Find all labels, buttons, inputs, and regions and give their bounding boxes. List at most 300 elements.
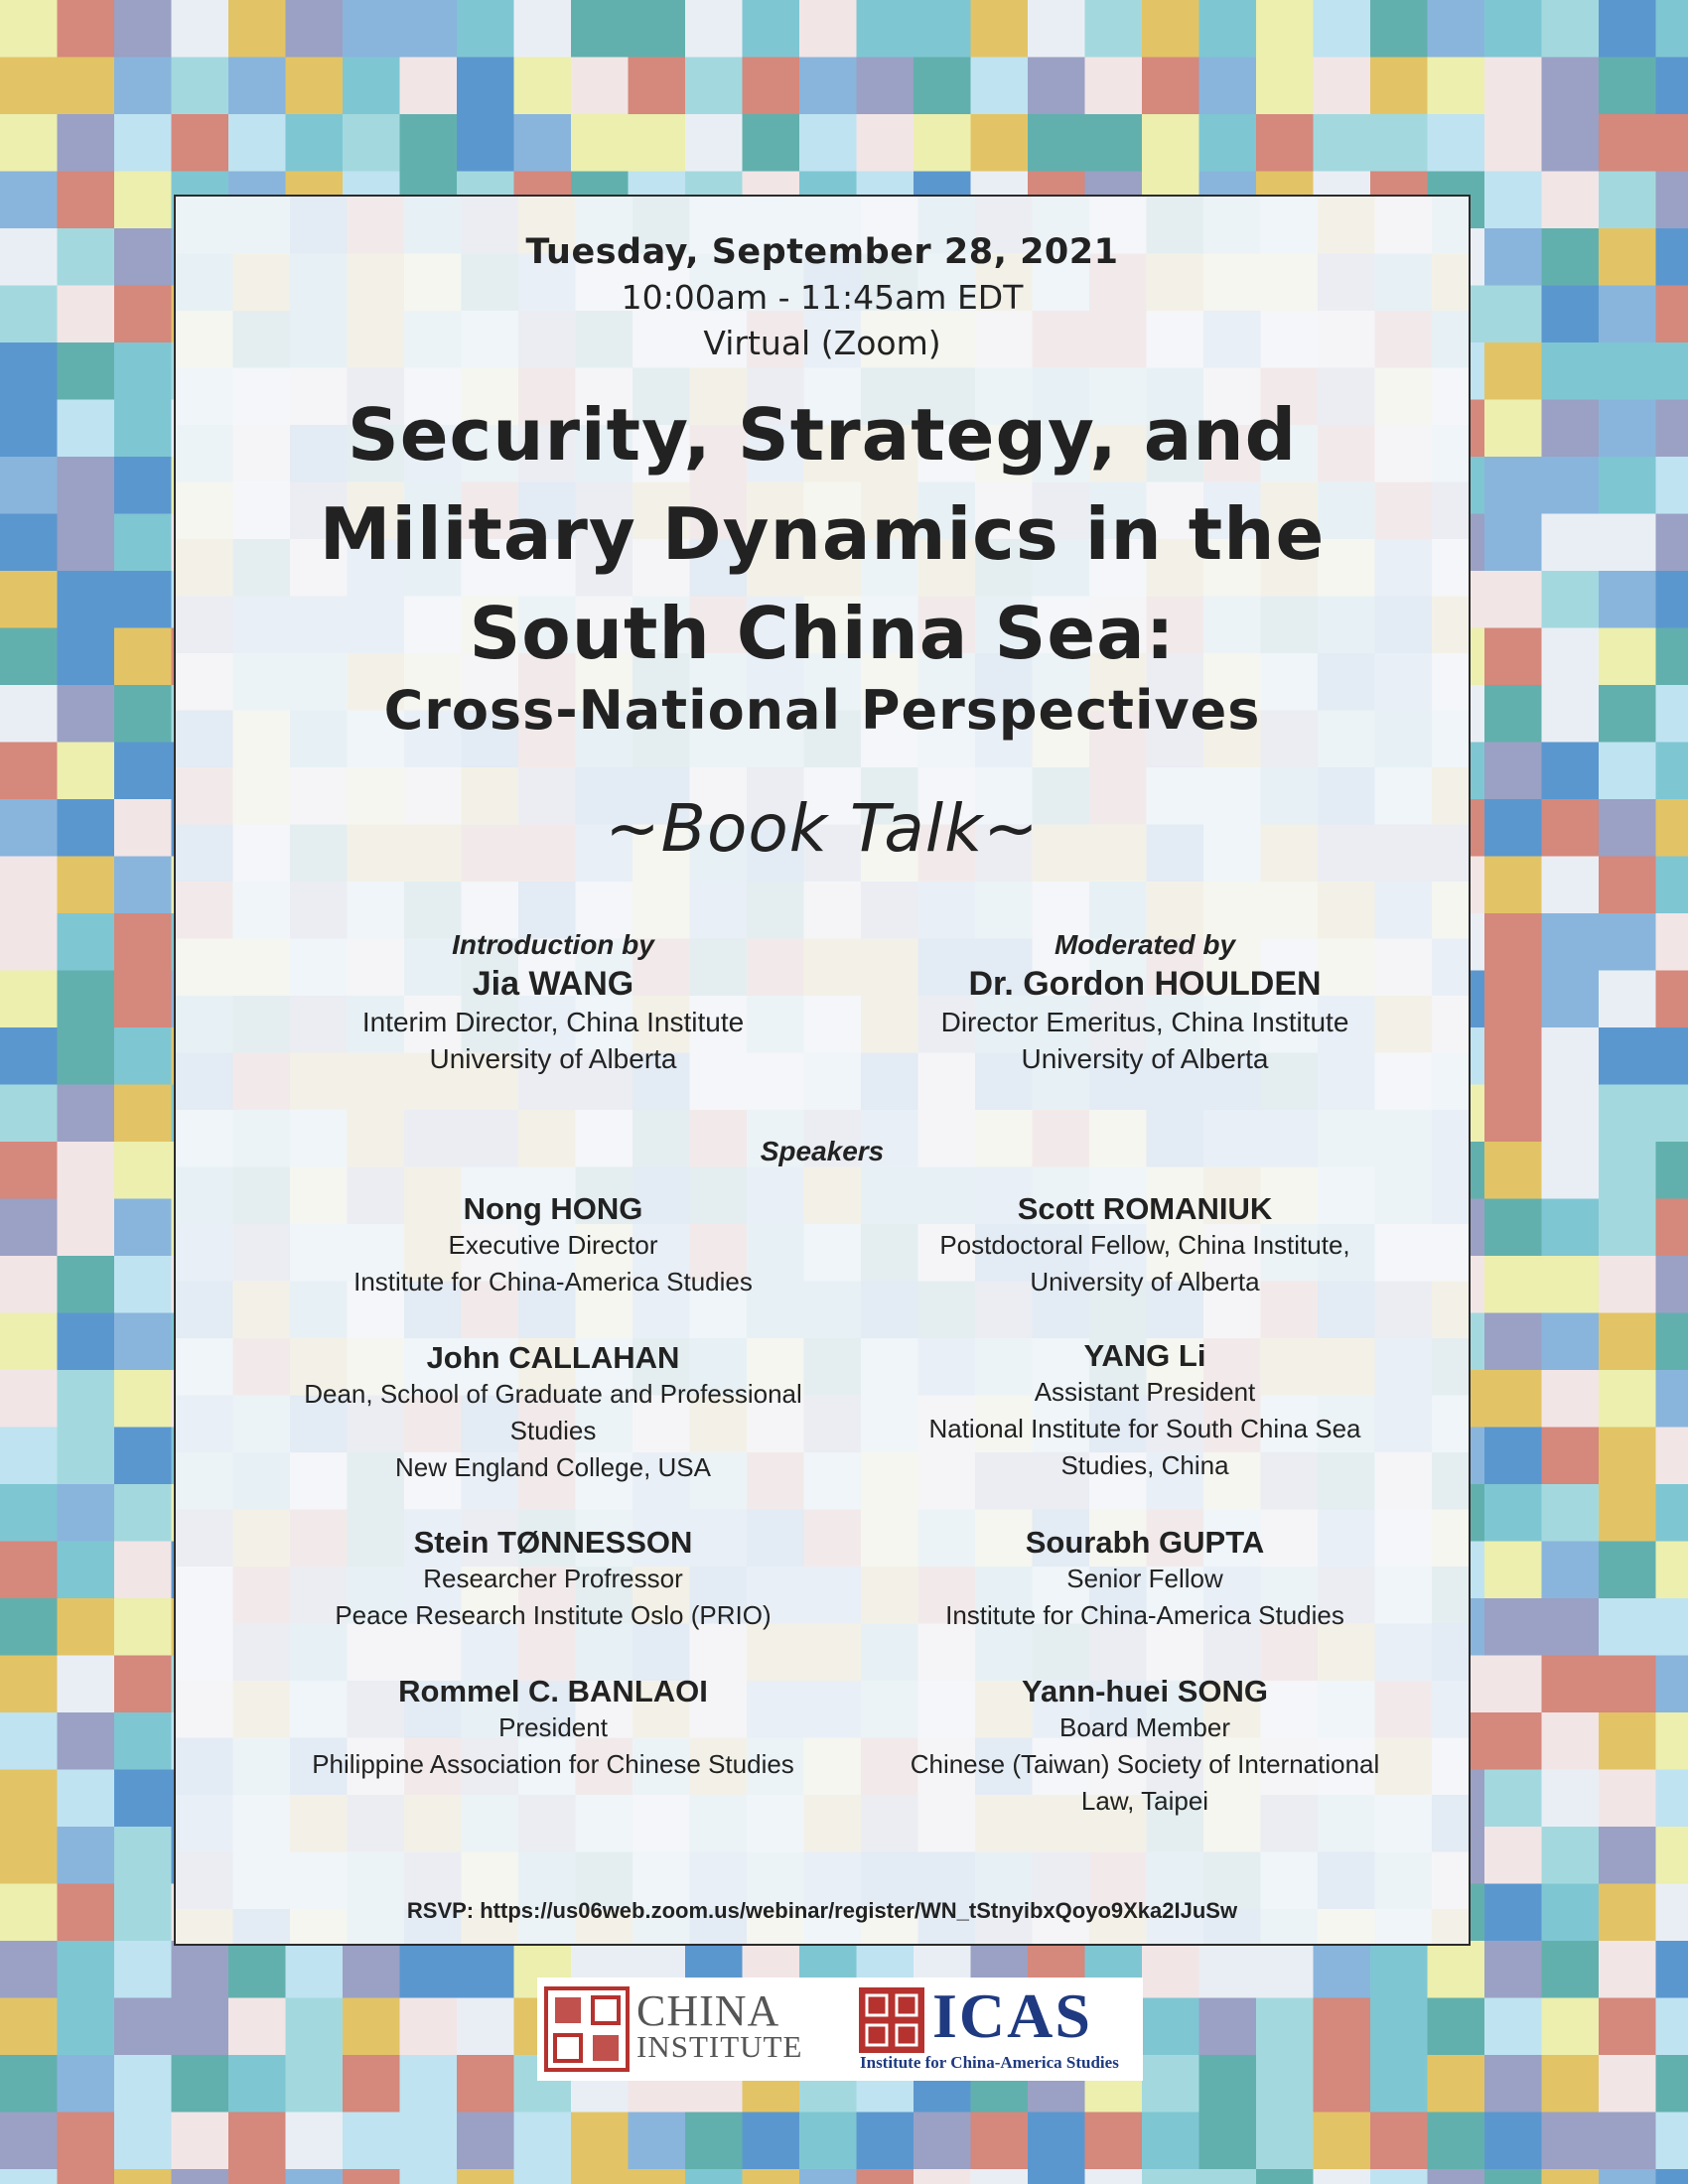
speaker-line: University of Alberta <box>1030 1267 1260 1297</box>
mosaic-tile <box>1314 58 1371 115</box>
mosaic-tile <box>400 0 458 58</box>
mosaic-tile <box>0 457 58 514</box>
china-institute-logo <box>636 1986 803 2065</box>
mosaic-tile <box>228 1941 286 1998</box>
mosaic-tile <box>1542 1827 1600 1884</box>
mosaic-tile <box>114 457 172 514</box>
mosaic-tile <box>1656 799 1688 857</box>
event-date: Tuesday, September 28, 2021 <box>525 232 1119 272</box>
mosaic-tile <box>1428 2055 1485 2113</box>
mosaic-tile <box>1484 172 1542 229</box>
china-institute-line1: CHINA <box>636 1986 780 2035</box>
mosaic-tile <box>1542 1199 1600 1257</box>
introduction-line: Interim Director, China Institute <box>361 1007 745 1037</box>
mosaic-tile <box>58 114 115 172</box>
mosaic-tile <box>0 971 58 1028</box>
mosaic-tile <box>343 114 400 172</box>
mosaic-tile <box>1256 2113 1314 2170</box>
speaker-line: Board Member <box>1059 1712 1230 1742</box>
introduction-name: Jia WANG <box>472 965 634 1003</box>
mosaic-tile <box>114 172 172 229</box>
moderator-line: Director Emeritus, China Institute <box>940 1007 1349 1037</box>
mosaic-tile <box>1199 2169 1257 2184</box>
mosaic-tile <box>58 58 115 115</box>
speaker-block <box>867 1670 1423 1820</box>
mosaic-tile <box>1542 799 1600 857</box>
mosaic-tile <box>114 1085 172 1143</box>
mosaic-tile <box>1656 457 1688 514</box>
mosaic-tile <box>799 2169 857 2184</box>
mosaic-tile <box>114 1370 172 1428</box>
mosaic-tile <box>0 1142 58 1199</box>
mosaic-tile <box>58 1370 115 1428</box>
speaker-line: President <box>498 1712 608 1742</box>
introduction-block <box>275 929 831 1077</box>
mosaic-tile <box>1599 1998 1656 2056</box>
mosaic-tile <box>0 1884 58 1942</box>
mosaic-tile <box>1599 114 1656 172</box>
title-line: Military Dynamics in the <box>319 492 1326 576</box>
title-line: South China Sea: <box>469 592 1176 675</box>
mosaic-tile <box>1484 1313 1542 1371</box>
mosaic-tile <box>799 58 857 115</box>
mosaic-tile <box>514 2169 572 2184</box>
mosaic-tile <box>1599 1428 1656 1485</box>
mosaic-tile <box>0 913 58 971</box>
mosaic-tile <box>1314 0 1371 58</box>
mosaic-tile <box>1314 1998 1371 2056</box>
mosaic-tile <box>114 857 172 914</box>
mosaic-tile <box>114 1941 172 1998</box>
mosaic-tile <box>0 1428 58 1485</box>
mosaic-tile <box>1085 2169 1143 2184</box>
mosaic-tile <box>1484 2169 1542 2184</box>
sponsor-logos <box>537 1978 1143 2081</box>
mosaic-tile <box>1484 2055 1542 2113</box>
mosaic-tile <box>1599 1941 1656 1998</box>
mosaic-tile <box>571 114 629 172</box>
mosaic-tile <box>0 1827 58 1884</box>
mosaic-tile <box>1484 514 1542 572</box>
mosaic-tile <box>114 2169 172 2184</box>
mosaic-tile <box>114 1542 172 1599</box>
mosaic-tile <box>1484 1598 1542 1656</box>
mosaic-tile <box>1656 628 1688 686</box>
mosaic-tile <box>343 58 400 115</box>
mosaic-tile <box>1656 1142 1688 1199</box>
mosaic-tile <box>0 1370 58 1428</box>
mosaic-tile <box>1256 2055 1314 2113</box>
moderator-role: Moderated by <box>1054 929 1236 960</box>
mosaic-tile <box>1656 1428 1688 1485</box>
mosaic-tile <box>1542 1027 1600 1085</box>
mosaic-tile <box>58 1484 115 1542</box>
mosaic-tile <box>743 2113 800 2170</box>
mosaic-tile <box>1142 2169 1199 2184</box>
mosaic-tile <box>1142 2113 1199 2170</box>
mosaic-tile <box>1542 1256 1600 1313</box>
mosaic-tile <box>1484 685 1542 743</box>
mosaic-tile <box>0 514 58 572</box>
rsvp-link[interactable]: RSVP: https://us06web.zoom.us/webinar/register/WN_tStnyibxQoyo9Xka2IJuSw <box>406 1898 1238 1923</box>
mosaic-tile <box>58 1941 115 1998</box>
mosaic-tile <box>1370 1998 1428 2056</box>
mosaic-tile <box>1656 114 1688 172</box>
mosaic-tile <box>1542 342 1600 400</box>
mosaic-tile <box>0 228 58 286</box>
mosaic-tile <box>114 342 172 400</box>
mosaic-tile <box>1542 58 1600 115</box>
mosaic-tile <box>1656 1542 1688 1599</box>
mosaic-tile <box>514 2113 572 2170</box>
mosaic-tile <box>1656 228 1688 286</box>
mosaic-tile <box>1199 1941 1257 1998</box>
mosaic-tile <box>571 0 629 58</box>
mosaic-tile <box>1542 286 1600 343</box>
mosaic-tile <box>1484 457 1542 514</box>
mosaic-tile <box>1542 913 1600 971</box>
mosaic-tile <box>1484 1998 1542 2056</box>
mosaic-tile <box>1599 1827 1656 1884</box>
mosaic-tile <box>1542 1884 1600 1942</box>
mosaic-tile <box>1656 58 1688 115</box>
mosaic-tile <box>971 114 1029 172</box>
mosaic-tile <box>58 2169 115 2184</box>
mosaic-tile <box>114 2113 172 2170</box>
mosaic-tile <box>1542 114 1600 172</box>
mosaic-tile <box>114 114 172 172</box>
mosaic-tile <box>1542 857 1600 914</box>
mosaic-tile <box>685 0 743 58</box>
mosaic-tile <box>629 114 686 172</box>
mosaic-tile <box>1484 0 1542 58</box>
mosaic-tile <box>58 1542 115 1599</box>
mosaic-tile <box>971 2169 1029 2184</box>
mosaic-tile <box>114 1484 172 1542</box>
mosaic-tile <box>172 58 229 115</box>
mosaic-tile <box>457 1998 514 2056</box>
mosaic-tile <box>1199 0 1257 58</box>
mosaic-tile <box>1428 1998 1485 2056</box>
mosaic-tile <box>1484 1027 1542 1085</box>
mosaic-tile <box>0 1998 58 2056</box>
mosaic-tile <box>58 1884 115 1942</box>
mosaic-tile <box>1656 857 1688 914</box>
mosaic-tile <box>58 1712 115 1770</box>
mosaic-tile <box>114 743 172 800</box>
mosaic-tile <box>1542 1998 1600 2056</box>
speaker-block <box>867 1334 1423 1484</box>
mosaic-tile <box>1599 1142 1656 1199</box>
mosaic-tile <box>0 286 58 343</box>
mosaic-tile <box>1484 1428 1542 1485</box>
mosaic-tile <box>1484 1656 1542 1713</box>
mosaic-tile <box>1256 1941 1314 1998</box>
mosaic-tile <box>58 1998 115 2056</box>
mosaic-tile <box>58 457 115 514</box>
mosaic-tile <box>1256 0 1314 58</box>
mosaic-tile <box>58 628 115 686</box>
mosaic-tile <box>685 2169 743 2184</box>
mosaic-tile <box>114 685 172 743</box>
mosaic-tile <box>0 400 58 458</box>
mosaic-tile <box>514 0 572 58</box>
mosaic-tile <box>400 58 458 115</box>
mosaic-tile <box>286 2169 344 2184</box>
mosaic-tile <box>629 58 686 115</box>
mosaic-tile <box>1370 2169 1428 2184</box>
mosaic-tile <box>1085 58 1143 115</box>
speaker-line: Law, Taipei <box>1080 1786 1209 1816</box>
mosaic-tile <box>0 1256 58 1313</box>
mosaic-tile <box>1314 2055 1371 2113</box>
mosaic-tile <box>58 1827 115 1884</box>
mosaic-tile <box>172 0 229 58</box>
mosaic-tile <box>1484 1827 1542 1884</box>
icas-logo-name: ICAS <box>932 1980 1092 2051</box>
mosaic-tile <box>400 2169 458 2184</box>
mosaic-tile <box>914 114 971 172</box>
mosaic-tile <box>114 1313 172 1371</box>
mosaic-tile <box>114 971 172 1028</box>
mosaic-tile <box>514 114 572 172</box>
mosaic-tile <box>1599 1484 1656 1542</box>
mosaic-tile <box>114 0 172 58</box>
mosaic-tile <box>1542 1656 1600 1713</box>
mosaic-tile <box>1656 743 1688 800</box>
mosaic-tile <box>0 0 58 58</box>
mosaic-tile <box>1142 58 1199 115</box>
mosaic-tile <box>629 2113 686 2170</box>
mosaic-tile <box>286 2113 344 2170</box>
mosaic-tile <box>1542 628 1600 686</box>
mosaic-tile <box>571 58 629 115</box>
speaker-line: Philippine Association for Chinese Studies <box>312 1749 794 1779</box>
event-subtitle: Cross-National Perspectives <box>383 679 1261 742</box>
mosaic-tile <box>629 2169 686 2184</box>
mosaic-tile <box>1484 1712 1542 1770</box>
mosaic-tile <box>1542 971 1600 1028</box>
mosaic-tile <box>0 1027 58 1085</box>
mosaic-tile <box>343 2169 400 2184</box>
mosaic-tile <box>1599 58 1656 115</box>
mosaic-tile <box>400 1941 458 1998</box>
mosaic-tile <box>1370 2113 1428 2170</box>
speaker-name: Rommel C. BANLAOI <box>398 1674 708 1708</box>
mosaic-tile <box>286 58 344 115</box>
mosaic-tile <box>58 1428 115 1485</box>
mosaic-tile <box>0 1712 58 1770</box>
mosaic-tile <box>1142 0 1199 58</box>
mosaic-tile <box>1028 0 1085 58</box>
mosaic-tile <box>1484 1199 1542 1257</box>
mosaic-tile <box>0 114 58 172</box>
mosaic-tile <box>1656 1598 1688 1656</box>
mosaic-tile <box>1085 114 1143 172</box>
speaker-line: Assistant President <box>1034 1377 1256 1407</box>
mosaic-tile <box>58 2113 115 2170</box>
mosaic-tile <box>1656 1484 1688 1542</box>
mosaic-tile <box>1599 286 1656 343</box>
mosaic-tile <box>58 1656 115 1713</box>
speaker-name: Stein TØNNESSON <box>413 1525 693 1560</box>
mosaic-tile <box>685 2113 743 2170</box>
mosaic-tile <box>1599 457 1656 514</box>
mosaic-tile <box>1599 172 1656 229</box>
mosaic-tile <box>172 114 229 172</box>
mosaic-tile <box>1484 628 1542 686</box>
mosaic-tile <box>1370 2055 1428 2113</box>
mosaic-tile <box>172 1998 229 2056</box>
mosaic-tile <box>0 1542 58 1599</box>
speaker-line: Studies, China <box>1060 1450 1229 1480</box>
mosaic-tile <box>1599 228 1656 286</box>
mosaic-tile <box>114 1827 172 1884</box>
mosaic-tile <box>58 1027 115 1085</box>
mosaic-tile <box>1656 1827 1688 1884</box>
mosaic-tile <box>228 1998 286 2056</box>
mosaic-tile <box>1142 114 1199 172</box>
mosaic-tile <box>172 2169 229 2184</box>
speaker-line: Senior Fellow <box>1066 1564 1223 1593</box>
mosaic-tile <box>1484 228 1542 286</box>
mosaic-tile <box>457 2113 514 2170</box>
mosaic-tile <box>1599 628 1656 686</box>
mosaic-tile <box>0 2113 58 2170</box>
mosaic-tile <box>1656 342 1688 400</box>
icas-seal-icon <box>859 1987 924 2053</box>
mosaic-tile <box>1484 286 1542 343</box>
speaker-line: Institute for China-America Studies <box>945 1600 1344 1630</box>
speaker-line: Executive Director <box>448 1230 658 1260</box>
mosaic-tile <box>114 2055 172 2113</box>
mosaic-tile <box>857 58 914 115</box>
mosaic-tile <box>1542 514 1600 572</box>
mosaic-tile <box>58 286 115 343</box>
mosaic-tile <box>1028 58 1085 115</box>
mosaic-tile <box>799 2113 857 2170</box>
mosaic-tile <box>1085 2113 1143 2170</box>
mosaic-tile <box>0 2169 58 2184</box>
mosaic-tile <box>1484 1770 1542 1828</box>
mosaic-tile <box>1428 58 1485 115</box>
mosaic-tile <box>172 1941 229 1998</box>
mosaic-tile <box>58 1142 115 1199</box>
mosaic-tile <box>1484 857 1542 914</box>
mosaic-tile <box>1028 2113 1085 2170</box>
mosaic-tile <box>58 971 115 1028</box>
speaker-line: Researcher Profressor <box>423 1564 683 1593</box>
mosaic-tile <box>1599 1256 1656 1313</box>
mosaic-tile <box>1599 1027 1656 1085</box>
china-institute-seal-icon <box>543 1985 631 2073</box>
mosaic-tile <box>343 1998 400 2056</box>
mosaic-tile <box>58 685 115 743</box>
mosaic-tile <box>1599 1598 1656 1656</box>
mosaic-tile <box>1256 2169 1314 2184</box>
mosaic-tile <box>114 628 172 686</box>
mosaic-tile <box>343 1941 400 1998</box>
mosaic-tile <box>1256 114 1314 172</box>
mosaic-tile <box>1542 1941 1600 1998</box>
mosaic-tile <box>1656 0 1688 58</box>
mosaic-tile <box>0 799 58 857</box>
mosaic-tile <box>1599 1656 1656 1713</box>
mosaic-tile <box>58 400 115 458</box>
mosaic-tile <box>1428 114 1485 172</box>
mosaic-tile <box>228 58 286 115</box>
mosaic-tile <box>1542 2113 1600 2170</box>
mosaic-tile <box>1542 1484 1600 1542</box>
mosaic-tile <box>1484 1256 1542 1313</box>
mosaic-tile <box>0 1085 58 1143</box>
mosaic-tile <box>172 2113 229 2170</box>
mosaic-tile <box>114 286 172 343</box>
mosaic-tile <box>0 628 58 686</box>
speaker-name: John CALLAHAN <box>426 1340 680 1375</box>
mosaic-tile <box>457 2169 514 2184</box>
mosaic-tile <box>1656 913 1688 971</box>
mosaic-tile <box>228 114 286 172</box>
event-panel <box>174 195 1471 1946</box>
mosaic-tile <box>58 228 115 286</box>
mosaic-tile <box>0 1770 58 1828</box>
mosaic-tile <box>1542 685 1600 743</box>
mosaic-tile <box>1542 2169 1600 2184</box>
mosaic-tile <box>1484 799 1542 857</box>
mosaic-tile <box>1599 0 1656 58</box>
mosaic-tile <box>1599 2113 1656 2170</box>
mosaic-tile <box>1542 400 1600 458</box>
mosaic-tile <box>0 571 58 628</box>
speaker-line: New England College, USA <box>395 1452 711 1482</box>
mosaic-tile <box>1370 114 1428 172</box>
mosaic-tile <box>58 514 115 572</box>
mosaic-tile <box>1484 571 1542 628</box>
mosaic-tile <box>1256 1998 1314 2056</box>
mosaic-tile <box>743 0 800 58</box>
mosaic-tile <box>1484 1542 1542 1599</box>
mosaic-tile <box>114 1770 172 1828</box>
mosaic-tile <box>1599 1199 1656 1257</box>
mosaic-tile <box>58 1313 115 1371</box>
mosaic-tile <box>1542 1598 1600 1656</box>
mosaic-tile <box>1542 1085 1600 1143</box>
mosaic-tile <box>857 0 914 58</box>
mosaic-tile <box>114 799 172 857</box>
mosaic-tile <box>1599 342 1656 400</box>
mosaic-tile <box>1542 571 1600 628</box>
mosaic-tile <box>58 1770 115 1828</box>
mosaic-tile <box>114 58 172 115</box>
mosaic-tile <box>1484 342 1542 400</box>
speaker-block <box>275 1187 831 1300</box>
mosaic-tile <box>1199 2055 1257 2113</box>
mosaic-tile <box>114 1256 172 1313</box>
introduction-line: University of Alberta <box>429 1043 677 1074</box>
mosaic-tile <box>400 2113 458 2170</box>
speaker-name: YANG Li <box>1083 1338 1206 1373</box>
mosaic-tile <box>1599 2055 1656 2113</box>
title-line: Security, Strategy, and <box>347 393 1298 477</box>
mosaic-tile <box>0 342 58 400</box>
mosaic-tile <box>114 1428 172 1485</box>
mosaic-tile <box>1542 1770 1600 1828</box>
mosaic-tile <box>343 2113 400 2170</box>
speakers-heading: Speakers <box>760 1136 885 1166</box>
mosaic-tile <box>1656 286 1688 343</box>
mosaic-tile <box>114 1656 172 1713</box>
